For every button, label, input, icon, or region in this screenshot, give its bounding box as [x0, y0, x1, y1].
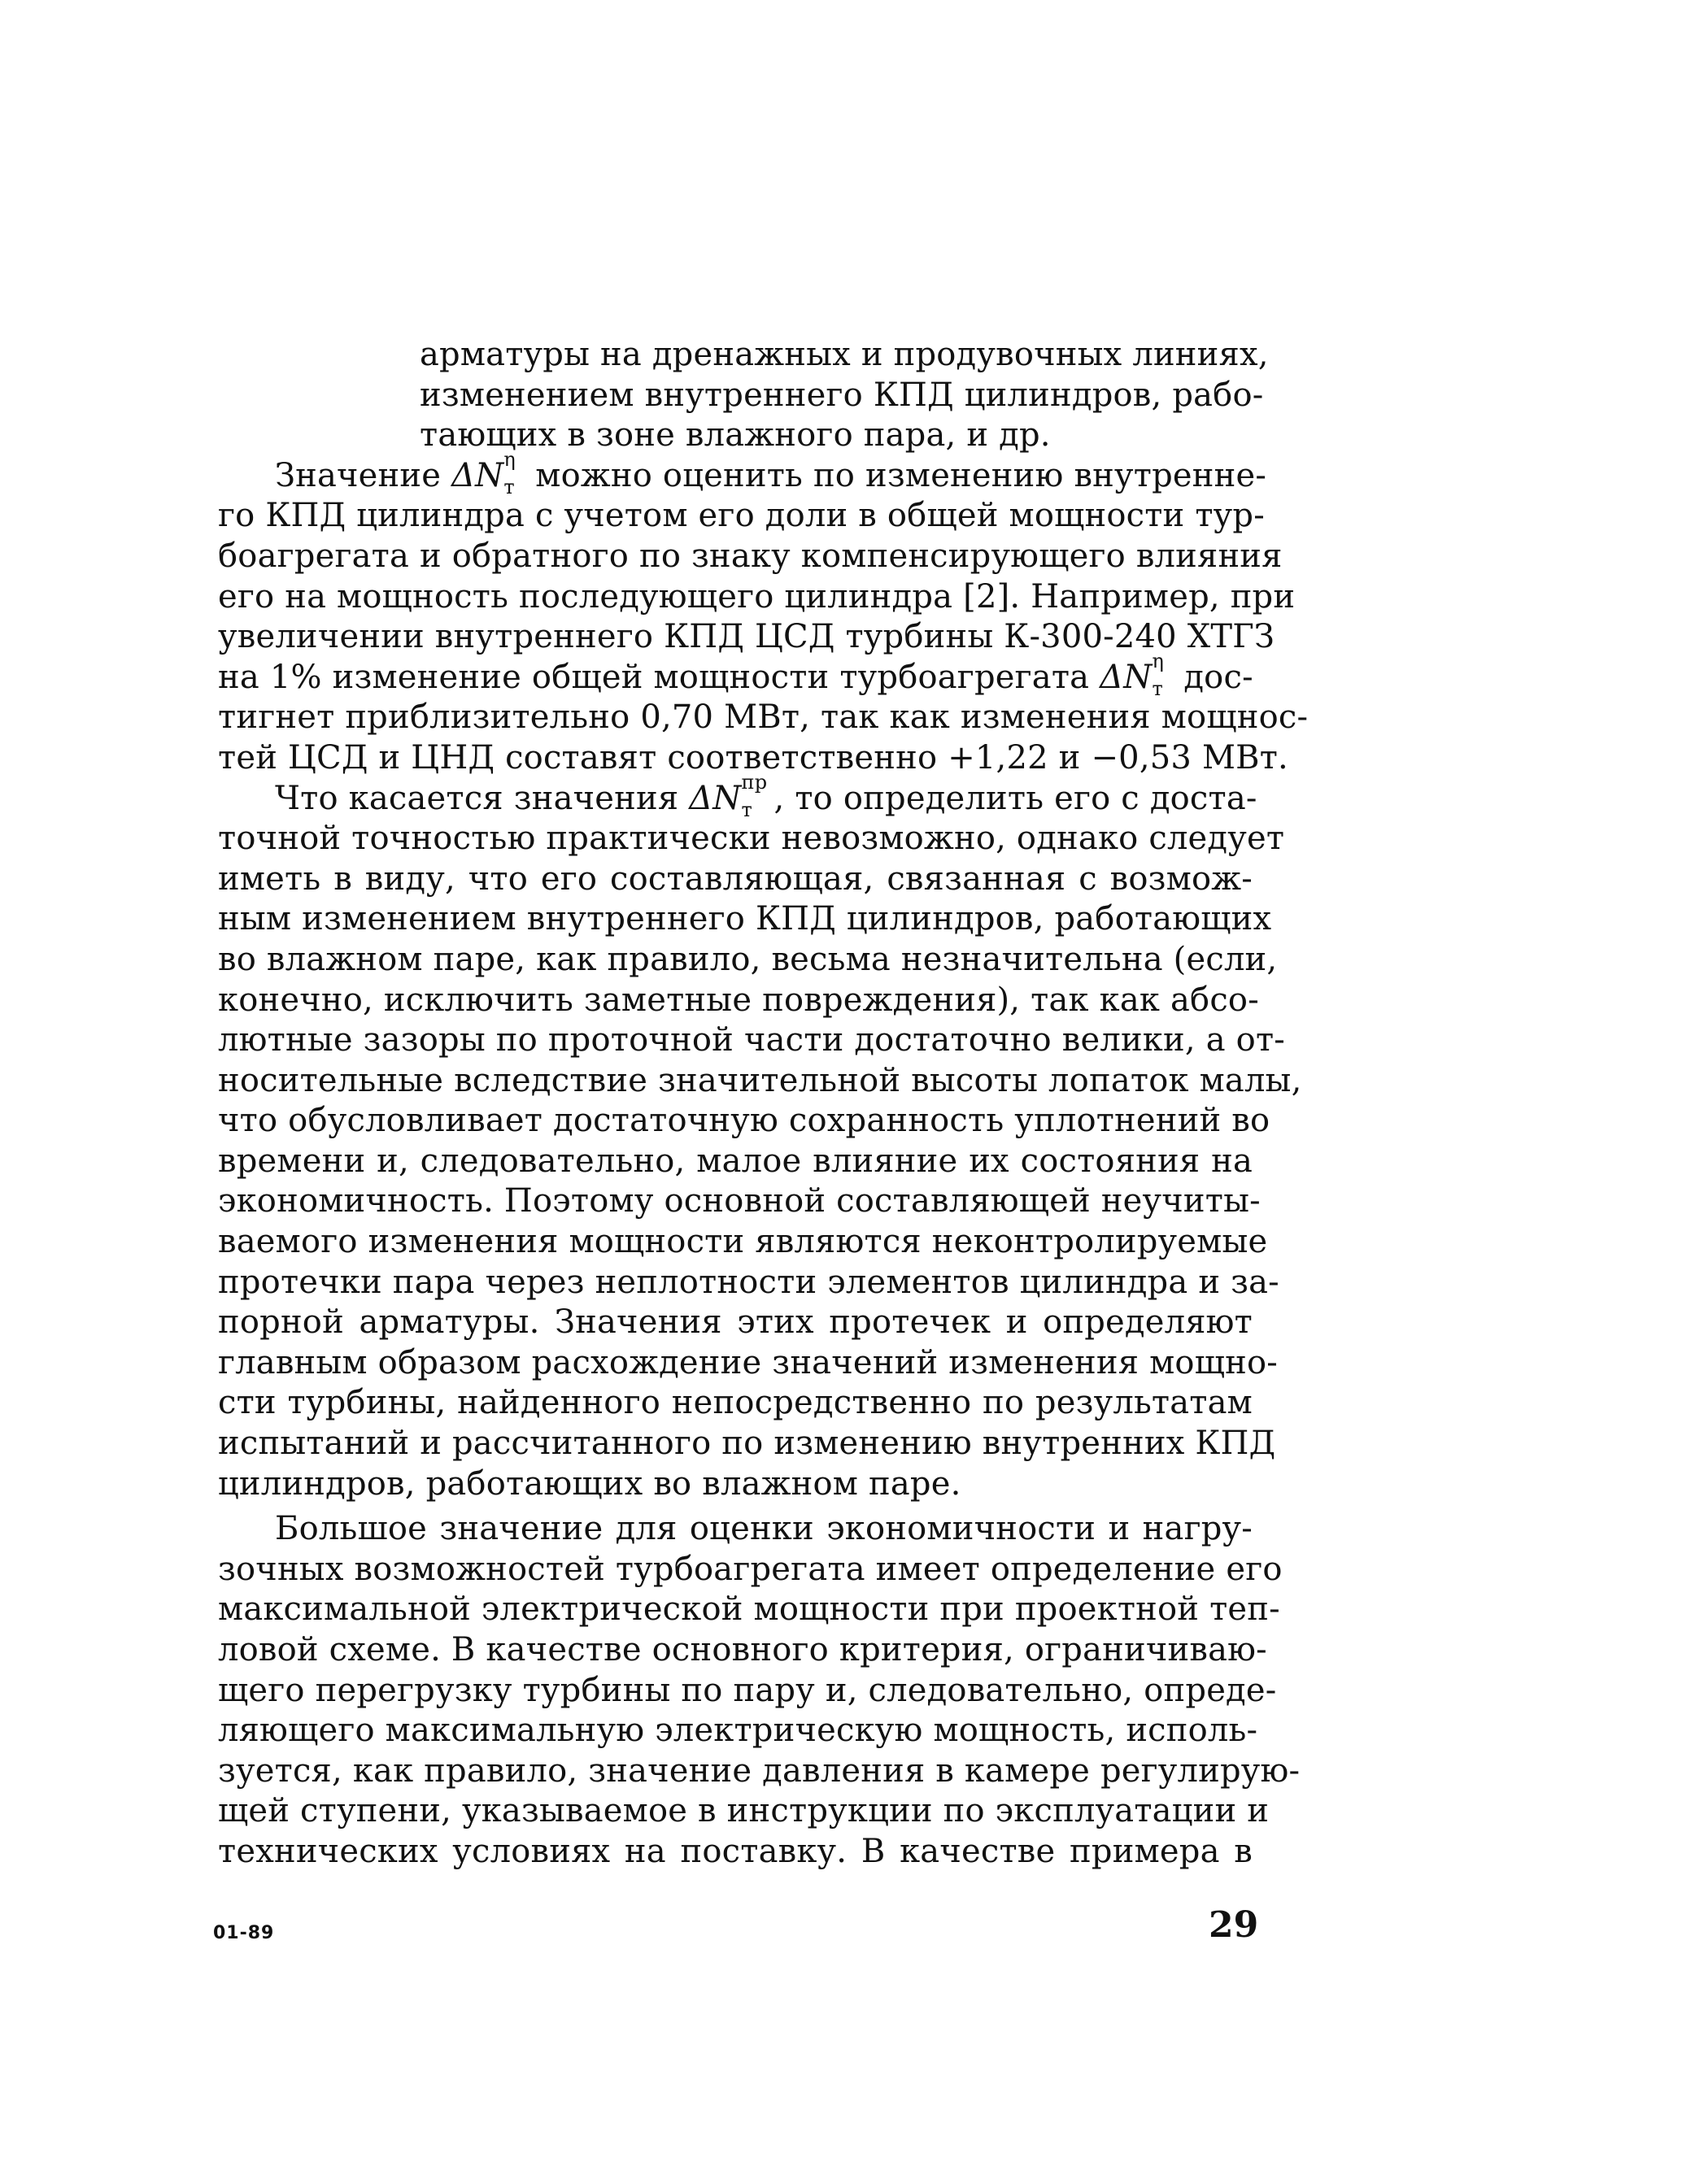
text-line: Большое значение для оценки экономичности и нагру- [275, 1510, 1253, 1548]
text-line: что обусловливает достаточную сохранность уплотнений во [218, 1102, 1270, 1140]
text-line: главным образом расхождение значений изменения мощно- [218, 1343, 1278, 1381]
text-line: го КПД цилиндра с учетом его доли в общей мощности тур- [218, 497, 1265, 535]
text-column [218, 335, 1309, 1873]
math-subscript: т [1152, 677, 1163, 700]
text-line: во влажном паре, как правило, весьма незначительна (если, [218, 940, 1278, 978]
text-line: тей ЦСД и ЦНД составят соответственно +1,22 и −0,53 МВт. [218, 738, 1288, 777]
text-line: боагрегата и обратного по знаку компенсирующего влияния [218, 537, 1283, 575]
text-line: сти турбины, найденного непосредственно по результатам [218, 1384, 1253, 1422]
paragraph-3 [218, 1509, 1301, 1872]
math-symbol-base: ΔN [689, 779, 742, 817]
text-line: точной точностью практически невозможно, однако следует [218, 820, 1285, 858]
text-line: конечно, исключить заметные повреждения), так как абсо- [218, 981, 1259, 1019]
page-number: 29 [1209, 1904, 1259, 1946]
text-fragment: дос- [1173, 658, 1253, 696]
text-line: увеличении внутреннего КПД ЦСД турбины К-300-240 ХТГЗ [218, 618, 1275, 656]
text-line: экономичность. Поэтому основной составляющей неучиты- [218, 1182, 1261, 1220]
text-line [218, 447, 1267, 498]
text-line [218, 770, 1257, 821]
text-line: иметь в виду, что его составляющая, связанная с возмож- [218, 859, 1253, 898]
text-line: протечки пара через неплотности элементов цилиндра и за- [218, 1263, 1279, 1301]
text-line: тигнет приблизительно 0,70 МВт, так как изменения мощнос- [218, 698, 1309, 737]
math-superscript: η [503, 447, 516, 471]
math-superscript: η [1152, 649, 1165, 672]
text-line: лютные зазоры по проточной части достаточно велики, а от- [218, 1021, 1285, 1059]
text-line: технических условиях на поставку. В качестве примера в [218, 1832, 1253, 1870]
text-fragment: на 1% изменение общей мощности турбоагрегата [218, 658, 1100, 696]
text-line: его на мощность последующего цилиндра [2]. Например, при [218, 577, 1296, 616]
text-line: ным изменением внутреннего КПД цилиндров, работающих [218, 900, 1272, 938]
text-line: зочных возможностей турбоагрегата имеет определение его [218, 1550, 1283, 1588]
text-line: щей ступени, указываемое в инструкции по эксплуатации и [218, 1792, 1270, 1830]
text-line: щего перегрузку турбины по пару и, следовательно, опреде- [218, 1671, 1277, 1709]
math-subscript: т [503, 475, 515, 498]
text-line: тающих в зоне влажного пара, и др. [420, 416, 1051, 455]
paragraph-1 [218, 447, 1309, 779]
list-continuation [218, 335, 1269, 456]
text-line: ляющего максимальную электрическую мощность, исполь- [218, 1712, 1258, 1750]
text-line: максимальной электрической мощности при проектной теп- [218, 1590, 1280, 1629]
math-symbol-delta-n [451, 447, 516, 498]
text-line: изменением внутреннего КПД цилиндров, рабо- [420, 376, 1264, 414]
text-fragment: Что касается значения [275, 779, 690, 817]
text-line: цилиндров, работающих во влажном паре. [218, 1464, 961, 1503]
math-superscript: пр [741, 770, 768, 794]
math-symbol-delta-n [1100, 649, 1165, 700]
text-line: носительные вследствие значительной высоты лопаток малы, [218, 1061, 1302, 1099]
math-symbol-delta-n [689, 770, 768, 821]
text-fragment: , то определить его с доста- [773, 779, 1257, 817]
text-line: ваемого изменения мощности являются неконтролируемые [218, 1223, 1268, 1261]
math-subscript: т [741, 798, 752, 821]
text-line: времени и, следовательно, малое влияние их состояния на [218, 1142, 1253, 1180]
text-fragment: Значение [275, 456, 452, 494]
text-line: зуется, как правило, значение давления в камере регулирую- [218, 1751, 1301, 1790]
text-line: арматуры на дренажных и продувочных линиях, [420, 336, 1269, 373]
paragraph-2 [218, 770, 1302, 1505]
text-line: ловой схеме. В качестве основного критерия, ограничиваю- [218, 1631, 1267, 1668]
text-line: порной арматуры. Значения этих протечек и определяют [218, 1303, 1253, 1342]
print-code: 01-89 [213, 1923, 275, 1943]
math-symbol-base: ΔN [1100, 658, 1153, 696]
text-line: испытаний и рассчитанного по изменению внутренних КПД [218, 1425, 1276, 1463]
math-symbol-base: ΔN [451, 456, 504, 494]
text-fragment: можно оценить по изменению внутренне- [525, 456, 1267, 494]
text-line [218, 649, 1253, 700]
